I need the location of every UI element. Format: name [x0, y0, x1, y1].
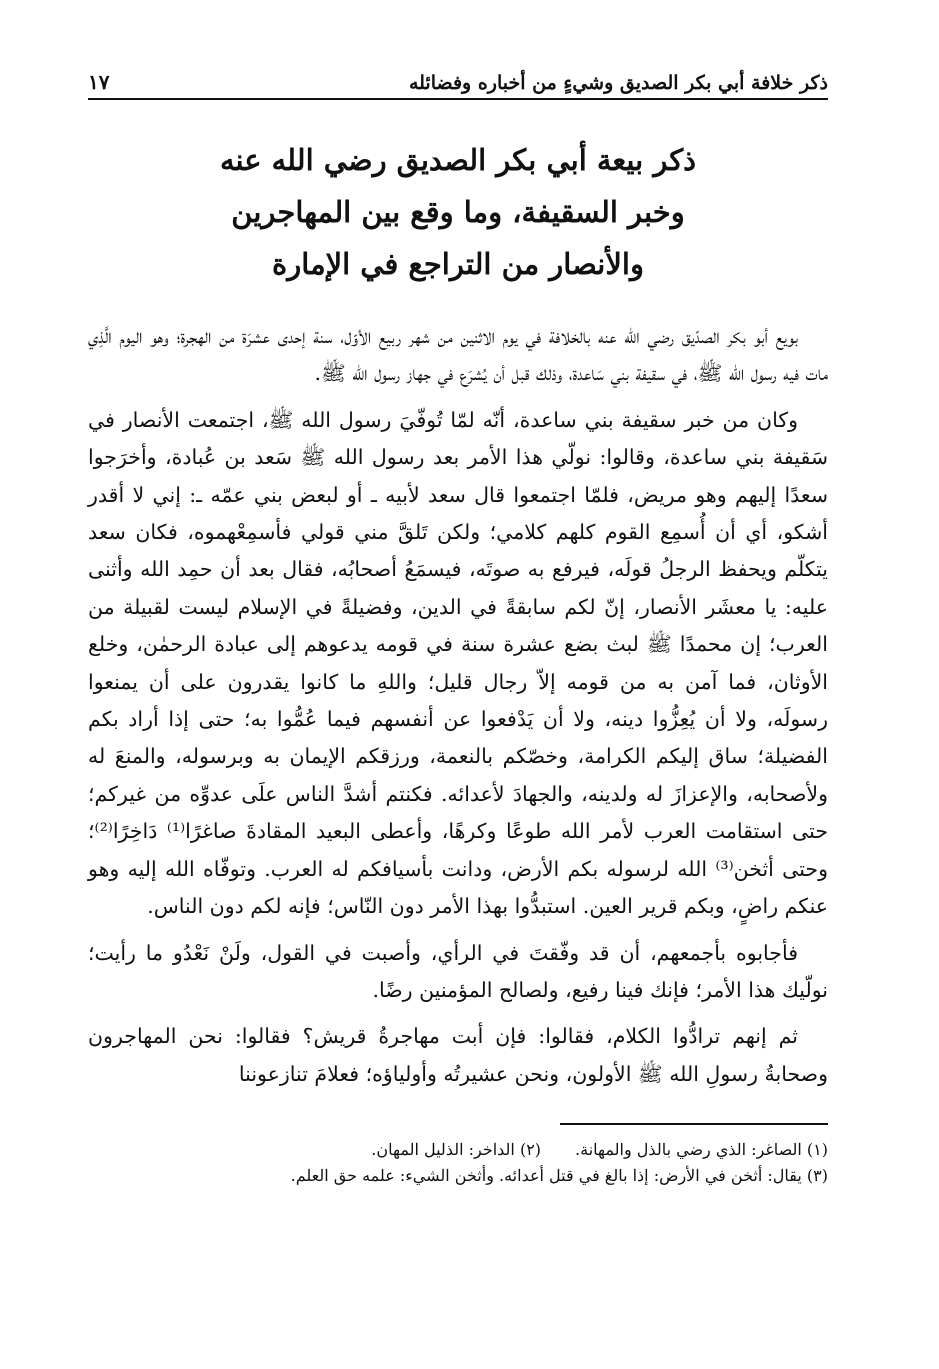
paragraph: ثم إنهم ترادُّوا الكلام، فقالوا: فإن أبت مهاجرةُ قريش؟ فقالوا: نحن المهاجرون وصحابةُ رسولِ الله ﷺ الأولون، ونحن عشيرتُه وأولياؤه؛ فعلامَ تنازعوننا: [88, 1024, 828, 1086]
page-number: ١٧: [88, 70, 110, 94]
running-title: ذكر خلافة أبي بكر الصديق وشيءٍ من أخباره وفضائله: [408, 72, 828, 94]
body-text: [88, 318, 828, 1093]
chapter-title-line: وخبر السقيفة، وما وقع بين المهاجرين: [231, 195, 685, 229]
footnote-divider: [560, 1123, 828, 1125]
running-header: [88, 50, 828, 100]
book-page: [88, 50, 828, 1189]
chapter-title-line: ذكر بيعة أبي بكر الصديق رضي الله عنه: [219, 143, 697, 177]
chapter-title-line: والأنصار من التراجع في الإمارة: [272, 247, 644, 281]
chapter-title: [88, 134, 828, 290]
paragraph: بويع أبو بكر الصدّيق رضي الله عنه بالخلافة في يوم الاثنين من شهر ربيع الأوّل، سنة إحدى عشرَة من الهجرة؛ وهو اليوم الَّذِي مات فيه رسول الله ﷺ، في سقيفة بني سَاعدة، وذلك قبل أن يُشرَع في جهاز رسول الله ﷺ.: [88, 324, 828, 386]
paragraph: وكان من خبر سقيفة بني ساعدة، أنّه لمّا تُوفّيَ رسول الله ﷺ، اجتمعت الأنصار في سَقيفة بني ساعدة، وقالوا: نولّي هذا الأمر بعد رسول الله ﷺ سَعد بن عُبادة، وأخرَجوا سعدًا إليهم وهو مريض، فلمّا اجتمعوا قال سعد لأبيه ـ أو لبعض بني عمّه ـ: إني لا أقدر أشكو، أي أن أُسمِع القوم كلهم كلامي؛ ولكن تَلقَّ مني قولي فأسمِعْهموه، فكان سعد يتكلّم ويحفظ الرجلُ قولَه، فيرفع به صوتَه، فيسمَعُ أصحابُه، فقال بعد أن حمِد الله وأثنى عليه: يا معشَر الأنصار، إنّ لكم سابقةً في الدين، وفضيلةً في الإسلام ليست لقبيلة من العرب؛ إن محمدًا ﷺ لبث بضع عشرة سنة في قومه يدعوهم إلى عبادة الرحمٰن، وخلع الأوثان، فما آمن به من قومه إلاّ رجال قليل؛ واللهِ ما كانوا يقدرون على أن يمنعوا رسولَه، ولا أن يُعِزُّوا دينه، ولا أن يَدْفعوا عن أنفسهم فيما عُمُّوا به؛ حتى إذا أراد بكم الفضيلة؛ ساق إليكم الكرامة، وخصّكم بالنعمة، ورزقكم الإيمان به وبرسوله، والمنعَ له ولأصحابه، والإعزازَ له ولدينه، والجهادَ لأعدائه. فكنتم أشدَّ الناس علَى عدوِّه من غيركم؛ حتى استقامت العرب لأمر الله طوعًا وكرهًا، وأعطى البعيد المقادةَ صاغرًا⁽¹⁾ دَاخِرًا⁽²⁾؛ وحتى أثخن⁽³⁾ الله لرسوله بكم الأرض، ودانت بأسيافكم له العرب. وتوفّاه الله إليه وهو عنكم راضٍ، وبكم قرير العين. استبدُّوا بهذا الأمر دون النّاس؛ فإنه لكم دون الناس.: [88, 407, 829, 919]
footnote-2: (٢) الداخر: الذليل المهان.: [371, 1140, 542, 1160]
footnote-line: [88, 1137, 828, 1163]
footnote-3: (٣) يقال: أثخن في الأرض: إذا بالغ في قتل أعدائه. وأثخن الشيء: علمه حق العلم.: [290, 1166, 828, 1186]
footnotes: [88, 1137, 828, 1189]
paragraph: فأجابوه بأجمعهم، أن قد وفّقتَ في الرأي، وأصبت في القول، ولَنْ نَعْدُو ما رأيت؛ نولّيك هذا الأمر؛ فإنك فينا رفيع، ولصالح المؤمنين رضًا.: [88, 940, 828, 1002]
footnote-1: (١) الصاغر: الذي رضي بالذل والمهانة.: [575, 1140, 828, 1160]
